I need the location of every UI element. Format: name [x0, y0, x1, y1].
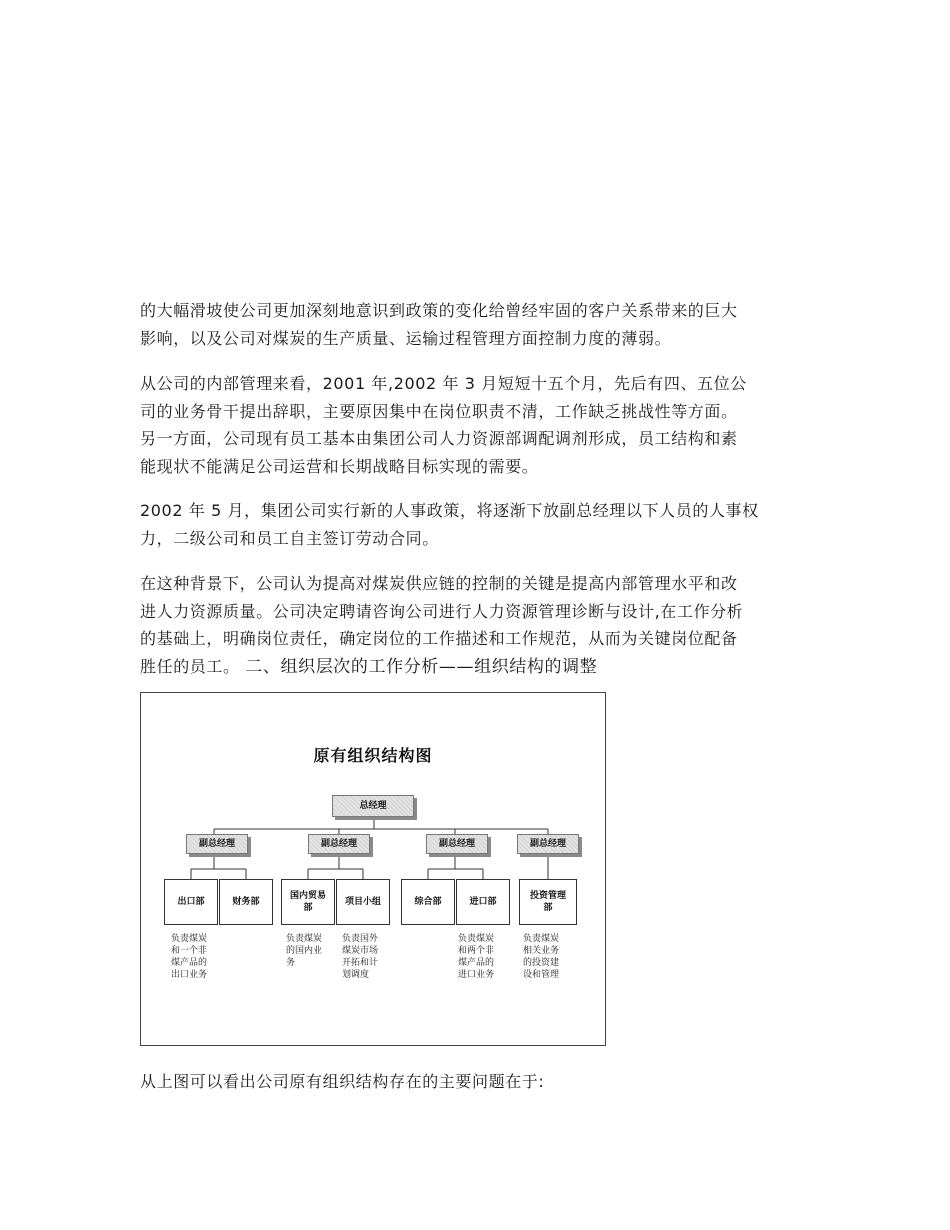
org-desc-project: 负责国外 煤炭市场 开拓和计 划调度 — [342, 934, 379, 980]
paragraph-2: 从公司的内部管理来看，2001 年,2002 年 3 月短短十五个月，先后有四、五位公 司的业务骨干提出辞职，主要原因集中在岗位职责不清，工作缺乏挑战性等方面。 另一方面，公司现有员工基本由集团公司人力资源部调配调剂形成，员工结构和素 能现状不能满足公司运营和长期战略目标实现的需要。 — [140, 374, 747, 476]
org-box-vp-2: 副总经理 — [308, 834, 370, 854]
org-box-vp-1: 副总经理 — [186, 834, 248, 854]
paragraph-4-text: 在这种背景下，公司认为提高对煤炭供应链的控制的关键是提高内部管理水平和改 进人力资源质量。公司决定聘请咨询公司进行人力资源管理诊断与设计,在工作分析 的基础上，明确岗位责任，确定岗位的工作描述和工作规范，从而为关键岗位配备 胜任的员工。 — [140, 574, 744, 676]
paragraph-1: 的大幅滑坡使公司更加深刻地意识到政策的变化给曾经牢固的客户关系带来的巨大 影响，以及公司对煤炭的生产质量、运输过程管理方面控制力度的薄弱。 — [140, 301, 738, 348]
org-box-vp-4: 副总经理 — [517, 834, 579, 854]
org-desc-import: 负责煤炭 和两个非 煤产品的 进口业务 — [458, 934, 495, 980]
org-desc-investment: 负责煤炭 相关业务 的投资建 设和管理 — [523, 934, 560, 980]
org-box-import-dept: 进口部 — [456, 879, 510, 925]
paragraph-5: 从上图可以看出公司原有组织结构存在的主要问题在于: — [140, 1072, 545, 1091]
org-desc-export: 负责煤炭 和一个非 煤产品的 出口业务 — [171, 934, 208, 980]
org-chart-figure — [140, 692, 606, 1046]
paragraph-3: 2002 年 5 月，集团公司实行新的人事政策，将逐渐下放副总经理以下人员的人事权 力，二级公司和员工自主签订劳动合同。 — [140, 501, 759, 548]
org-desc-domestic: 负责煤炭 的国内业 务 — [286, 934, 323, 968]
section-heading: 二、组织层次的工作分析——组织结构的调整 — [245, 656, 598, 677]
paragraph-4 — [140, 570, 820, 681]
org-box-domestic-trade-dept: 国内贸易部 — [281, 879, 335, 925]
org-box-vp-3: 副总经理 — [426, 834, 488, 854]
org-box-project-group: 项目小组 — [336, 879, 390, 925]
org-box-general-manager: 总经理 — [332, 795, 414, 817]
org-chart-title: 原有组织结构图 — [313, 746, 433, 765]
org-box-finance-dept: 财务部 — [219, 879, 273, 925]
org-box-investment-dept: 投资管理部 — [519, 879, 577, 925]
org-box-general-dept: 综合部 — [401, 879, 455, 925]
org-box-export-dept: 出口部 — [164, 879, 218, 925]
